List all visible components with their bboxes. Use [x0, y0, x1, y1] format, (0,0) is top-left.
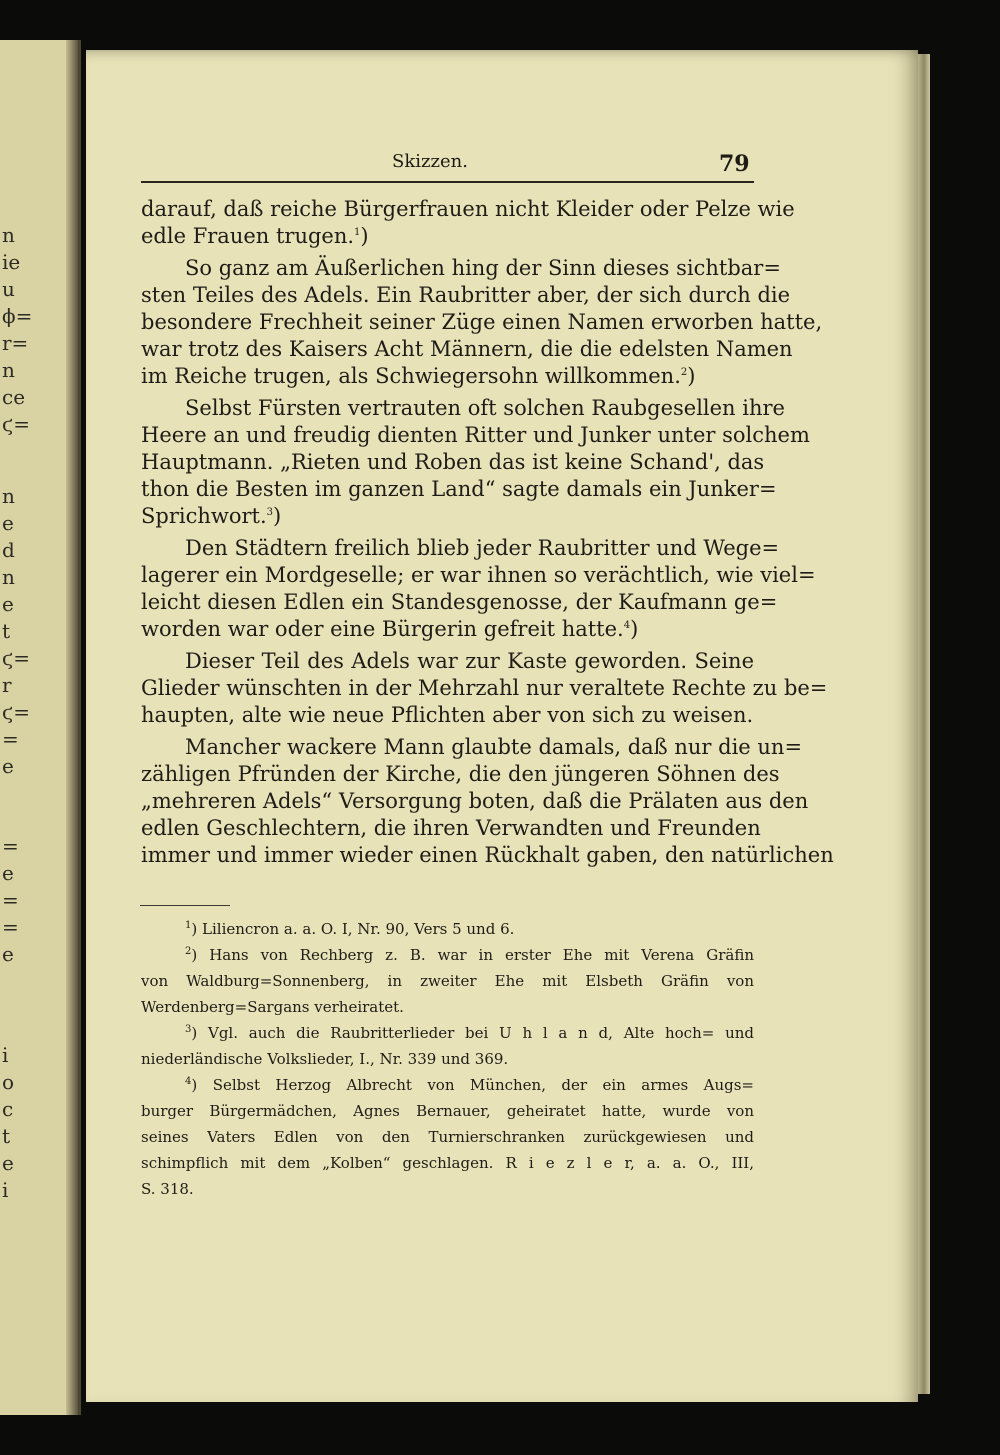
text-line: lagerer ein Mordgeselle; er war ihnen so verächtlich, wie viel= [141, 563, 816, 587]
text-line: immer und immer wieder einen Rückhalt gaben, den natürlichen [141, 843, 834, 867]
footnote-line [141, 1072, 754, 1098]
text-line: zähligen Pfründen der Kirche, die den jüngeren Söhnen des [141, 762, 780, 786]
footnote-line: niederländische Volkslieder, I., Nr. 339 und 369. [141, 1050, 509, 1068]
text-line: darauf, daß reiche Bürgerfrauen nicht Kleider oder Pelze wie [141, 197, 795, 221]
book-gutter [66, 40, 78, 1415]
footnote-mark-paren: ) [191, 1024, 198, 1042]
footnote-mark-paren: ) [191, 1076, 198, 1094]
text-line-content: Sprichwort. [141, 504, 267, 528]
text-line: Dieser Teil des Adels war zur Kaste geworden. Seine [185, 649, 754, 673]
left-page-fragment: u [2, 277, 15, 301]
text-line: war trotz des Kaisers Acht Männern, die die edelsten Namen [141, 337, 793, 361]
footnote-line [141, 942, 754, 968]
left-page-fragment: n [2, 484, 15, 508]
footnote-ref-paren: ) [273, 504, 282, 528]
text-line: edlen Geschlechtern, die ihren Verwandten und Freunden [141, 816, 761, 840]
left-page-fragment: c [2, 1097, 14, 1121]
left-page-fragment: t [2, 1124, 11, 1148]
text-line: Mancher wackere Mann glaubte damals, daß nur die un= [185, 735, 803, 759]
footnote-line: von Waldburg=Sonnenberg, in zweiter Ehe mit Elsbeth Gräfin von [141, 972, 754, 990]
left-page-fragment: ϛ= [2, 412, 30, 436]
footnote-ref: 4 [623, 620, 631, 631]
left-page-fragment: e [2, 942, 14, 966]
left-page-fragment: i [2, 1178, 9, 1202]
text-line [141, 363, 754, 390]
left-page-fragment: e [2, 592, 14, 616]
left-page-fragment: ϕ= [2, 304, 33, 328]
left-page-fragment: e [2, 754, 14, 778]
footnote-mark-paren: ) [191, 946, 198, 964]
footnote-rule [140, 905, 230, 906]
footnote-ref-paren: ) [687, 364, 696, 388]
text-line: thon die Besten im ganzen Land“ sagte damals ein Junker= [141, 477, 777, 501]
left-page-fragment: = [2, 915, 19, 939]
footnotes [141, 916, 754, 1202]
text-line: besondere Frechheit seiner Züge einen Namen erworben hatte, [141, 310, 823, 334]
left-page-fragment: d [2, 538, 15, 562]
text-line [141, 503, 754, 530]
text-line: leicht diesen Edlen ein Standesgenosse, der Kaufmann ge= [141, 590, 778, 614]
footnote-text: Hans von Rechberg z. B. war in erster Ehe mit Verena Gräfin [209, 946, 754, 964]
text-line-content: edle Frauen trugen. [141, 224, 355, 248]
left-page-fragment: = [2, 834, 19, 858]
footnote-text: Selbst Herzog Albrecht von München, der ein armes Augs= [212, 1076, 754, 1094]
text-line [141, 223, 754, 250]
footnote-line: schimpflich mit dem „Kolben“ geschlagen. R i e z l e r, a. a. O., III, [141, 1154, 754, 1172]
left-page-fragment: ϛ= [2, 700, 30, 724]
footnote-line [141, 916, 754, 942]
text-line: haupten, alte wie neue Pflichten aber von sich zu weisen. [141, 703, 754, 727]
left-page-fragment: r= [2, 331, 29, 355]
left-page-fragment: e [2, 1151, 14, 1175]
text-line: Selbst Fürsten vertrauten oft solchen Raubgesellen ihre [185, 396, 785, 420]
text-line: Den Städtern freilich blieb jeder Raubritter und Wege= [185, 536, 780, 560]
left-page-fragment: n [2, 565, 15, 589]
left-page-fragment: r [2, 673, 12, 697]
footnote-mark-paren: ) [191, 920, 198, 938]
main-text [141, 196, 834, 869]
left-page-fragment: o [2, 1070, 15, 1094]
footnote-line: S. 318. [141, 1180, 194, 1198]
footnote-line: seines Vaters Edlen von den Turnierschranken zurückgewiesen und [141, 1128, 754, 1146]
page-number: 79 [719, 151, 750, 177]
footnote-ref: 3 [266, 507, 274, 518]
footnote-text: Vgl. auch die Raubritterlieder bei U h l a n d, Alte hoch= und [208, 1024, 754, 1042]
text-line: Hauptmann. „Rieten und Roben das ist keine Schand', das [141, 450, 765, 474]
footnote-mark: 2 [185, 946, 192, 957]
left-page-edge [0, 40, 81, 1415]
left-page-fragment: e [2, 511, 14, 535]
text-line-content: im Reiche trugen, als Schwiegersohn willkommen. [141, 364, 681, 388]
text-line [141, 616, 754, 643]
footnote-ref: 1 [354, 227, 361, 238]
left-page-fragment: t [2, 619, 11, 643]
text-line: Heere an und freudig dienten Ritter und Junker unter solchem [141, 423, 810, 447]
left-page-fragment: ie [2, 250, 21, 274]
left-page-fragment: e [2, 861, 14, 885]
footnote-ref-paren: ) [630, 617, 639, 641]
footnote-mark: 1 [185, 920, 192, 931]
text-line: Glieder wünschten in der Mehrzahl nur veraltete Rechte zu be= [141, 676, 828, 700]
left-page-fragment: = [2, 888, 19, 912]
footnote-mark: 4 [185, 1076, 192, 1087]
footnote-line [141, 1020, 754, 1046]
left-page-fragment: n [2, 358, 15, 382]
footnote-ref-paren: ) [360, 224, 369, 248]
text-line: sten Teiles des Adels. Ein Raubritter aber, der sich durch die [141, 283, 791, 307]
footnote-text: Liliencron a. a. O. I, Nr. 90, Vers 5 und 6. [202, 920, 515, 938]
footnote-mark: 3 [185, 1024, 192, 1035]
footnote-line: burger Bürgermädchen, Agnes Bernauer, geheiratet hatte, wurde von [141, 1102, 754, 1120]
header-rule [141, 181, 754, 183]
text-line-content: worden war oder eine Bürgerin gefreit hatte. [141, 617, 624, 641]
left-page-fragment: n [2, 223, 15, 247]
footnote-line: Werdenberg=Sargans verheiratet. [141, 998, 404, 1016]
left-page-fragment: = [2, 727, 19, 751]
page-stack-edge [918, 54, 930, 1394]
footnote-ref: 2 [680, 367, 688, 378]
left-page-fragment: ce [2, 385, 26, 409]
left-page-fragment: i [2, 1043, 9, 1067]
left-page-fragment: ϛ= [2, 646, 30, 670]
running-title: Skizzen. [392, 151, 468, 172]
text-line: „mehreren Adels“ Versorgung boten, daß die Prälaten aus den [141, 789, 809, 813]
text-line: So ganz am Äußerlichen hing der Sinn dieses sichtbar= [185, 256, 781, 280]
